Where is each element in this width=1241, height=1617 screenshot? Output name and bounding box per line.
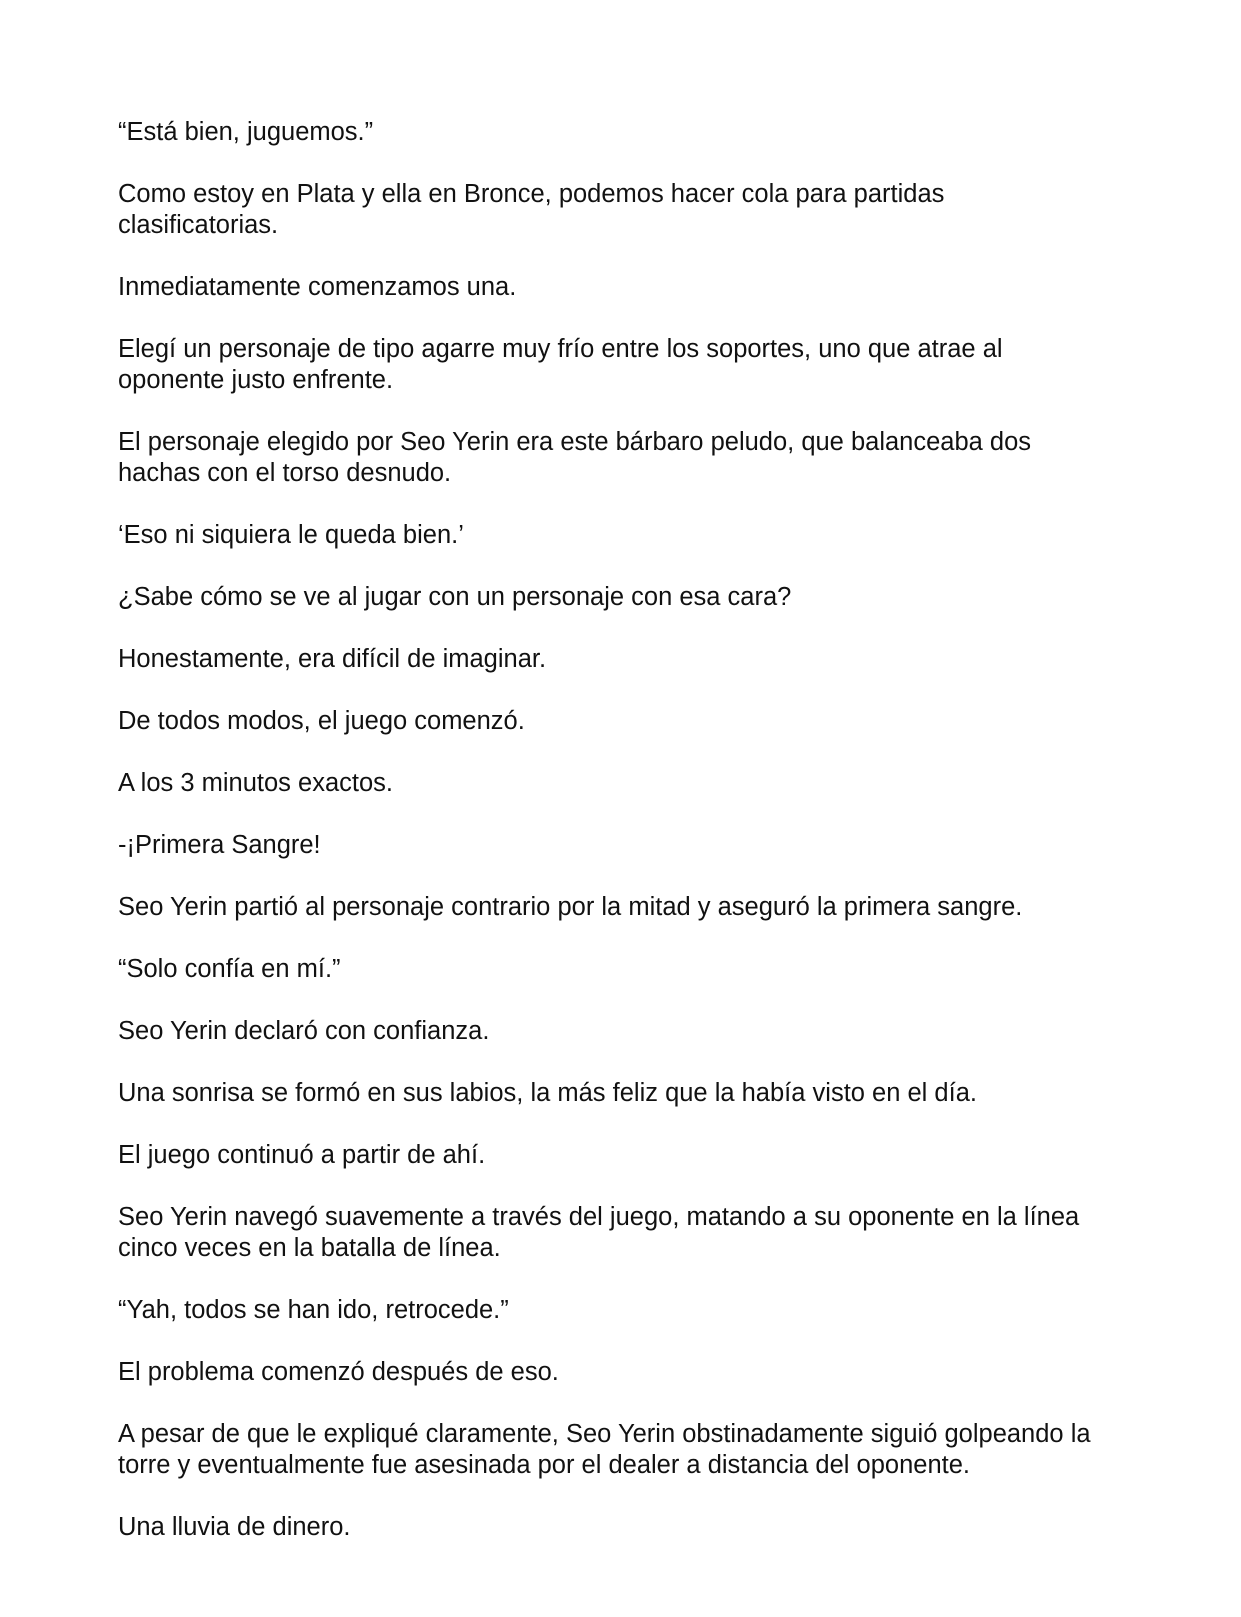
paragraph: Honestamente, era difícil de imaginar. <box>118 645 547 673</box>
paragraph: El problema comenzó después de eso. <box>118 1358 559 1386</box>
paragraph: ‘Eso ni siquiera le queda bien.’ <box>118 521 464 549</box>
paragraph: Elegí un personaje de tipo agarre muy frío entre los soportes, uno que atrae al oponente justo enfrente. <box>118 335 1003 394</box>
paragraph: Una lluvia de dinero. <box>118 1513 351 1541</box>
paragraph: Inmediatamente comenzamos una. <box>118 273 517 301</box>
paragraph: Una sonrisa se formó en sus labios, la más feliz que la había visto en el día. <box>118 1079 977 1107</box>
paragraph: “Está bien, juguemos.” <box>118 118 374 146</box>
paragraph: El personaje elegido por Seo Yerin era este bárbaro peludo, que balanceaba dos hachas con el torso desnudo. <box>118 428 1032 487</box>
paragraph: “Solo confía en mí.” <box>118 955 341 983</box>
paragraph: Seo Yerin declaró con confianza. <box>118 1017 490 1045</box>
paragraph: A los 3 minutos exactos. <box>118 769 393 797</box>
paragraph: A pesar de que le expliqué claramente, Seo Yerin obstinadamente siguió golpeando la torre y eventualmente fue asesinada por el dealer a distancia del oponente. <box>118 1420 1091 1479</box>
document-body <box>118 117 1108 1574</box>
paragraph: ¿Sabe cómo se ve al jugar con un personaje con esa cara? <box>118 583 792 611</box>
paragraph: “Yah, todos se han ido, retrocede.” <box>118 1296 509 1324</box>
paragraph: Seo Yerin navegó suavemente a través del juego, matando a su oponente en la línea cinco veces en la batalla de línea. <box>118 1203 1080 1262</box>
paragraph: El juego continuó a partir de ahí. <box>118 1141 486 1169</box>
paragraph: De todos modos, el juego comenzó. <box>118 707 525 735</box>
paragraph: Seo Yerin partió al personaje contrario por la mitad y aseguró la primera sangre. <box>118 893 1023 921</box>
paragraph: -¡Primera Sangre! <box>118 831 321 859</box>
paragraph: Como estoy en Plata y ella en Bronce, podemos hacer cola para partidas clasificatorias. <box>118 180 945 239</box>
